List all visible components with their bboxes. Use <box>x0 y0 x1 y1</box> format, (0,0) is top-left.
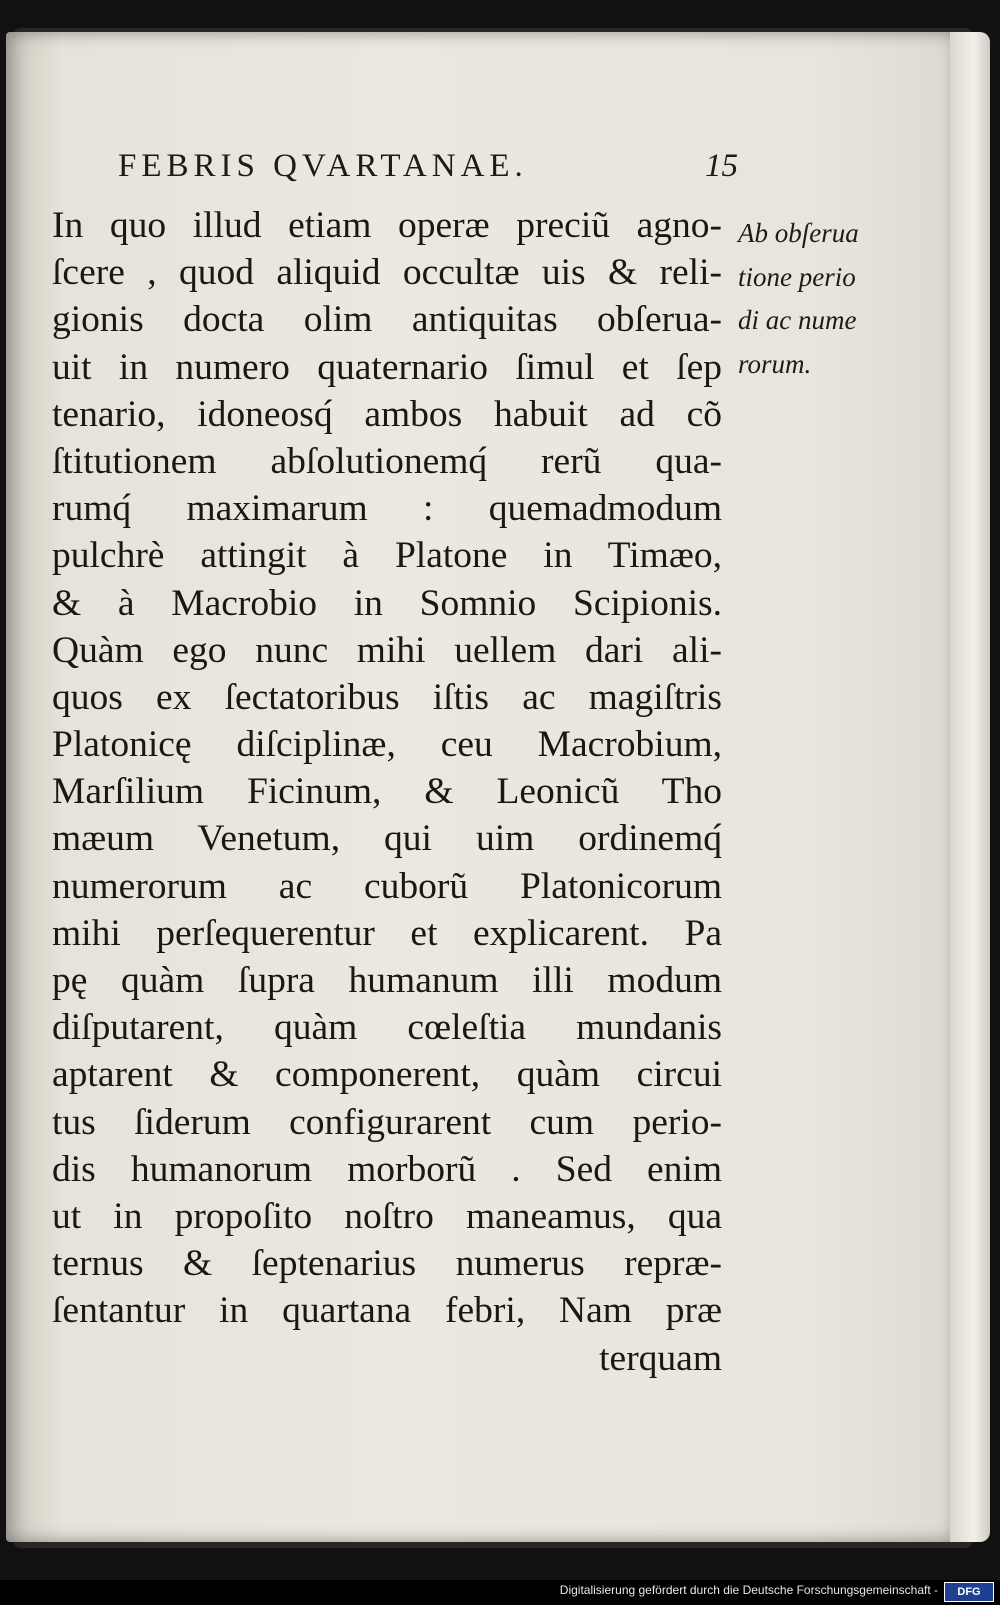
page-number: 15 <box>705 148 738 184</box>
marginal-note-line: tione perio <box>738 261 856 292</box>
text-line: In quo illud etiam operæ preciũ agno- <box>52 205 722 246</box>
text-line: terquam <box>599 1337 722 1379</box>
text-line: ſtitutionem abſolutionemq́ rerũ qua- <box>52 440 722 482</box>
text-line: rumq́ maximarum : quemadmodum <box>52 488 722 530</box>
text-line: tenario, idoneosq́ ambos habuit ad cõ <box>52 393 722 435</box>
text-line: gionis docta olim antiquitas obſerua- <box>52 299 722 341</box>
text-line: ut in propoſito noſtro maneamus, qua <box>52 1195 722 1237</box>
text-line: Quàm ego nunc mihi uellem dari ali- <box>52 629 722 671</box>
body-text <box>52 202 722 1382</box>
text-line: mæum Venetum, qui uim ordinemq́ <box>52 818 722 860</box>
text-line: pę quàm ſupra humanum illi modum <box>52 960 722 1001</box>
running-head <box>118 148 738 185</box>
marginal-note-line: rorum. <box>738 348 812 379</box>
dfg-logo: DFG <box>944 1582 994 1602</box>
text-line: quos ex ſectatoribus iſtis ac magiſtris <box>52 676 722 718</box>
text-line: ſentantur in quartana febri, Nam præ <box>52 1290 722 1332</box>
marginal-note <box>738 212 898 386</box>
page-edge <box>950 32 990 1542</box>
marginal-note-line: Ab obſerua <box>738 218 859 248</box>
text-line: dis humanorum morborũ . Sed enim <box>52 1148 722 1190</box>
text-line: uit in numero quaternario ſimul et ſep <box>52 346 722 388</box>
text-line: diſputarent, quàm cœleſtia mundanis <box>52 1007 722 1049</box>
running-head-title: FEBRIS QVARTANAE. <box>118 148 528 184</box>
marginal-note-line: di ac nume <box>738 305 857 335</box>
text-line: mihi perſequerentur et explicarent. Pa <box>52 912 722 954</box>
text-line: aptarent & componerent, quàm circui <box>52 1054 722 1096</box>
text-line: Marſilium Ficinum, & Leonicũ Tho <box>52 771 722 813</box>
text-line: & à Macrobio in Somnio Scipionis. <box>52 582 722 624</box>
text-line: numerorum ac cuborũ Platonicorum <box>52 865 722 907</box>
text-line: ternus & ſeptenarius numerus repræ- <box>52 1243 722 1285</box>
text-line: ſcere , quod aliquid occultæ uis & reli- <box>52 252 722 294</box>
text-line: tus ſiderum configurarent cum perio- <box>52 1101 722 1143</box>
text-line: Platonicę diſciplinæ, ceu Macrobium, <box>52 724 722 766</box>
footer-credit: Digitalisierung gefördert durch die Deutsche Forschungsgemeinschaft - <box>559 1583 938 1597</box>
text-line: pulchrè attingit à Platone in Timæo, <box>52 535 722 577</box>
